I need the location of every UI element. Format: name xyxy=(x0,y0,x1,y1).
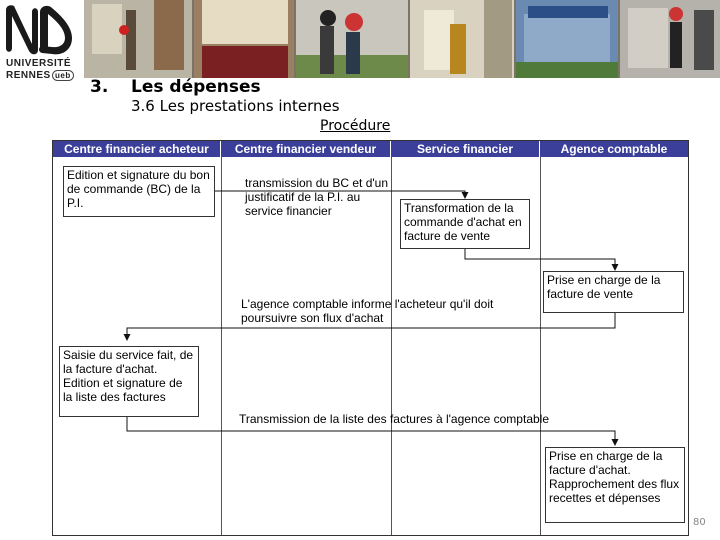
photo-strip xyxy=(84,0,720,78)
subsection-title: 3.6 Les prestations internes xyxy=(131,97,340,115)
column-header-vendeur: Centre financier vendeur xyxy=(221,141,391,157)
label-agence-informe: L'agence comptable informe l'acheteur qu'il doit poursuivre son flux d'achat xyxy=(241,297,494,325)
label-transmission-liste: Transmission de la liste des factures à l'agence comptable xyxy=(239,412,550,426)
procedure-label: Procédure xyxy=(320,118,391,134)
box-edition-bc: Edition et signature du bon de commande (BC) de la P.I. xyxy=(63,166,215,217)
photo-3 xyxy=(296,0,408,78)
photo-1 xyxy=(84,0,192,78)
column-header-agence-comptable: Agence comptable xyxy=(540,141,688,157)
column-header-service-financier: Service financier xyxy=(391,141,540,157)
logo-text-line2: RENNES xyxy=(6,70,51,81)
section-title: Les dépenses xyxy=(131,77,261,97)
university-logo xyxy=(2,4,76,82)
column-header-acheteur: Centre financier acheteur xyxy=(53,141,221,157)
label-transmission-bc: transmission du BC et d'un justificatif de la P.I. au service financier xyxy=(245,176,389,218)
logo-text-line1: UNIVERSITÉ xyxy=(6,58,72,69)
arrow-transformation-to-prise xyxy=(465,249,615,270)
photo-5 xyxy=(516,0,618,78)
box-prise-charge-vente: Prise en charge de la facture de vente xyxy=(543,271,684,313)
box-prise-charge-achat: Prise en charge de la facture d'achat. Rapprochement des flux recettes et dépenses xyxy=(545,447,685,523)
logo-badge: ueb xyxy=(52,70,74,81)
procedure-diagram xyxy=(52,140,689,536)
photo-6 xyxy=(620,0,720,78)
logo-mark-icon xyxy=(2,4,76,56)
box-saisie-service: Saisie du service fait, de la facture d'achat. Edition et signature de la liste des factures xyxy=(59,346,199,417)
box-transformation: Transformation de la commande d'achat en facture de vente xyxy=(400,199,530,249)
page-number: 80 xyxy=(693,517,706,528)
photo-4 xyxy=(410,0,514,78)
photo-2 xyxy=(194,0,294,78)
section-number: 3. xyxy=(90,77,109,97)
